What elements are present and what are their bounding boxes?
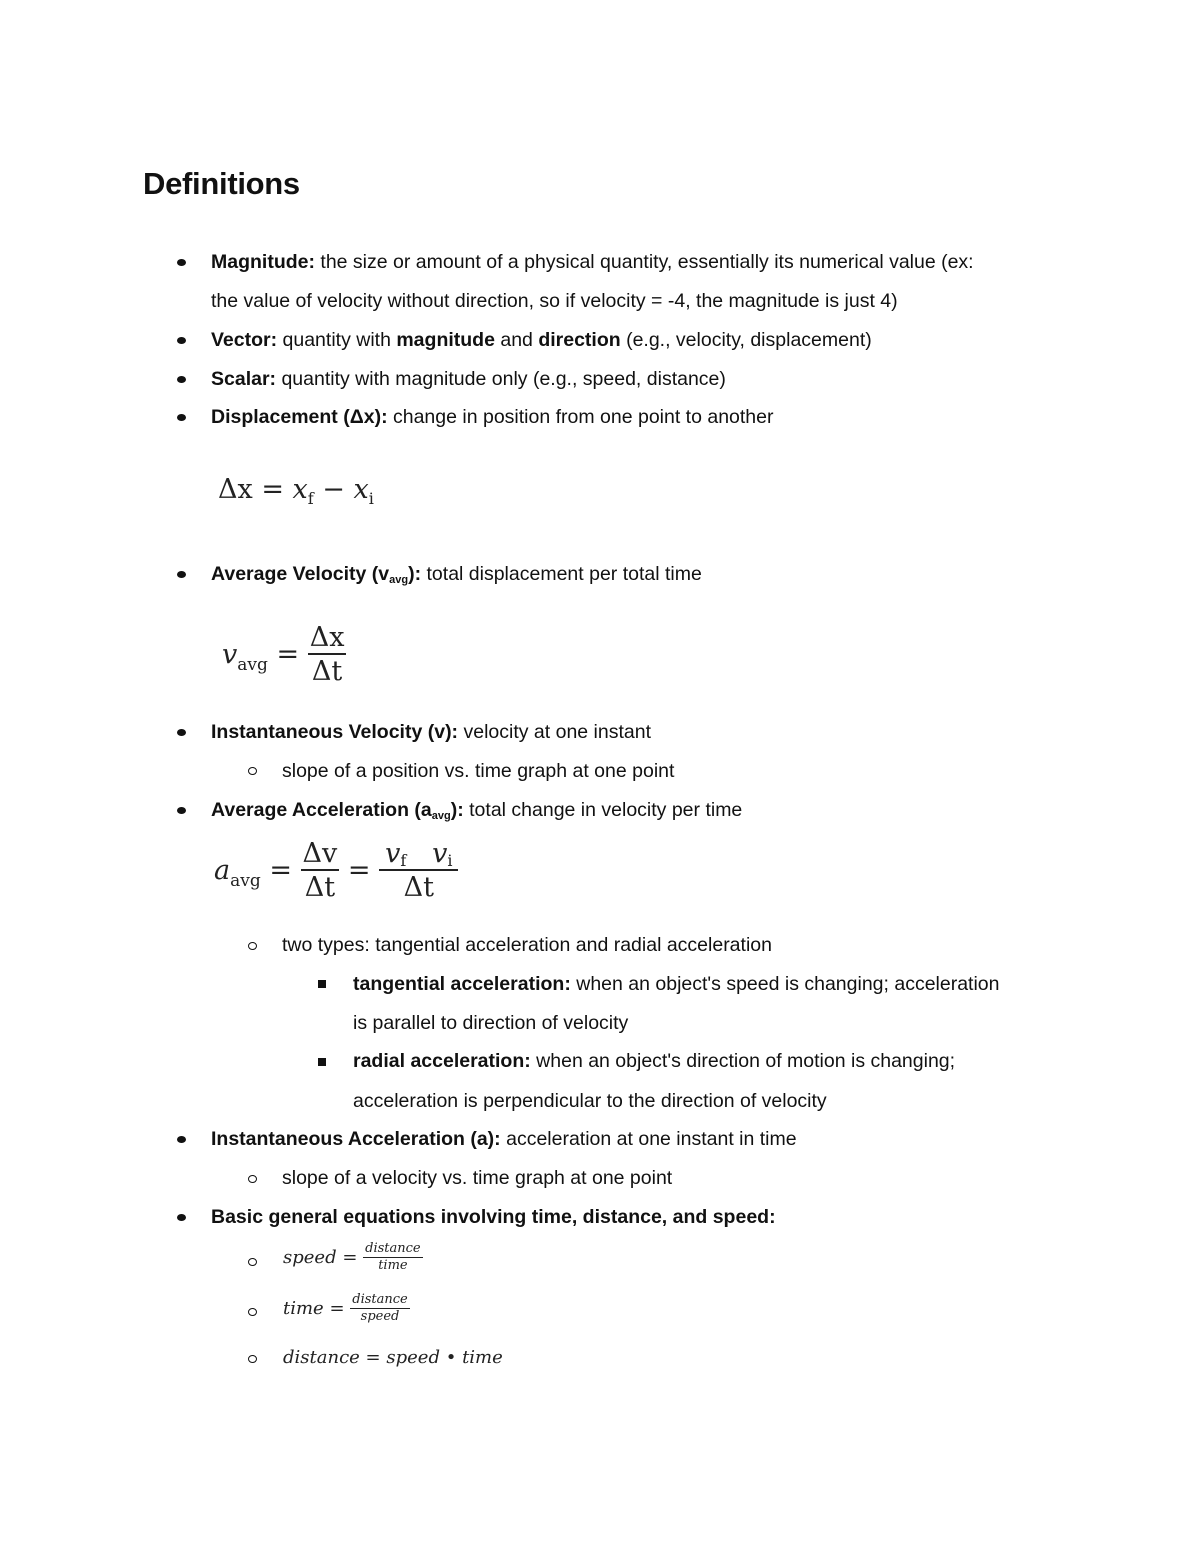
instantaneous-acceleration-term: Instantaneous Acceleration (a): [211, 1128, 501, 1150]
vector-definition: Vector: quantity with magnitude and direction (e.g., velocity, displacement) [211, 329, 872, 351]
magnitude-term: Magnitude: [211, 251, 315, 273]
tangential-acceleration-definition-cont: is parallel to direction of velocity [353, 1012, 629, 1034]
distance-equation: distance = speed • time [283, 1347, 503, 1368]
acceleration-types-note: two types: tangential acceleration and radial acceleration [282, 934, 772, 956]
displacement-equation: $\Delta x = x_f - x_i$ [218, 474, 374, 508]
bullet-icon [177, 259, 186, 266]
speed-equation: speed = $\frac{\text{distance}}{\text{time}}$ [283, 1241, 421, 1273]
sub-bullet-icon [248, 1258, 257, 1266]
average-acceleration-definition: Average Acceleration $(a_{avg})$: total change in velocity per time [211, 799, 743, 822]
bullet-icon [177, 376, 186, 383]
radial-acceleration-definition-cont: acceleration is perpendicular to the direction of velocity [353, 1090, 827, 1112]
bullet-icon [177, 1214, 186, 1221]
tangential-acceleration-term: tangential acceleration: [353, 973, 571, 995]
average-acceleration-equation: $a_{avg}$ = $\frac{\Delta v}{\Delta t}$ = $\frac{\text{vf vi}}{\Delta t}$ [214, 840, 458, 903]
instantaneous-velocity-definition: Instantaneous Velocity (v): velocity at one instant [211, 721, 652, 743]
displacement-term: Displacement (Δx): [211, 406, 388, 428]
radial-acceleration-term: radial acceleration: [353, 1050, 531, 1072]
sub-bullet-icon [248, 1175, 257, 1183]
basic-equations-heading: Basic general equations involving time, distance, and speed: [211, 1206, 776, 1228]
scalar-term: Scalar: [211, 368, 277, 390]
bullet-icon [177, 414, 186, 421]
bullet-icon [177, 729, 186, 736]
time-equation: time = $\frac{\text{distance}}{\text{speed}}$ [283, 1292, 408, 1324]
average-velocity-definition: Average Velocity $(v_{avg})$: total displacement per total time [211, 563, 702, 586]
radial-acceleration-definition: radial acceleration: when an object's direction of motion is changing; [353, 1050, 956, 1072]
sub-bullet-icon [248, 942, 257, 950]
bullet-icon [177, 807, 186, 814]
magnitude-definition-cont: the value of velocity without direction, so if velocity = -4, the magnitude is just 4) [211, 290, 898, 312]
sub-bullet-icon [248, 767, 257, 775]
magnitude-definition: Magnitude: the size or amount of a physical quantity, essentially its numerical value (ex: [211, 251, 974, 273]
average-acceleration-term: Average Acceleration $(a_{avg})$: [211, 799, 464, 822]
bullet-icon [177, 337, 186, 344]
instantaneous-acceleration-note: slope of a velocity vs. time graph at one point [282, 1167, 673, 1189]
average-velocity-term: Average Velocity $(v_{avg})$: [211, 563, 422, 586]
tangential-acceleration-definition: tangential acceleration: when an object's speed is changing; acceleration [353, 973, 1000, 995]
vector-term: Vector: [211, 329, 278, 351]
bullet-icon [177, 1136, 186, 1143]
displacement-definition: Displacement (Δx): change in position from one point to another [211, 406, 774, 428]
sub-sub-bullet-icon [318, 980, 326, 988]
bullet-icon [177, 571, 186, 578]
sub-bullet-icon [248, 1308, 257, 1316]
sub-sub-bullet-icon [318, 1058, 326, 1066]
instantaneous-velocity-term: Instantaneous Velocity (v): [211, 721, 459, 743]
scalar-definition: Scalar: quantity with magnitude only (e.g., speed, distance) [211, 368, 726, 390]
page-title: Definitions [143, 166, 300, 201]
instantaneous-velocity-note: slope of a position vs. time graph at one point [282, 760, 675, 782]
sub-bullet-icon [248, 1355, 257, 1363]
average-velocity-equation: $v_{avg}$ = $\frac{\Delta x}{\Delta t}$ [222, 622, 345, 688]
instantaneous-acceleration-definition: Instantaneous Acceleration (a): acceleration at one instant in time [211, 1128, 797, 1150]
